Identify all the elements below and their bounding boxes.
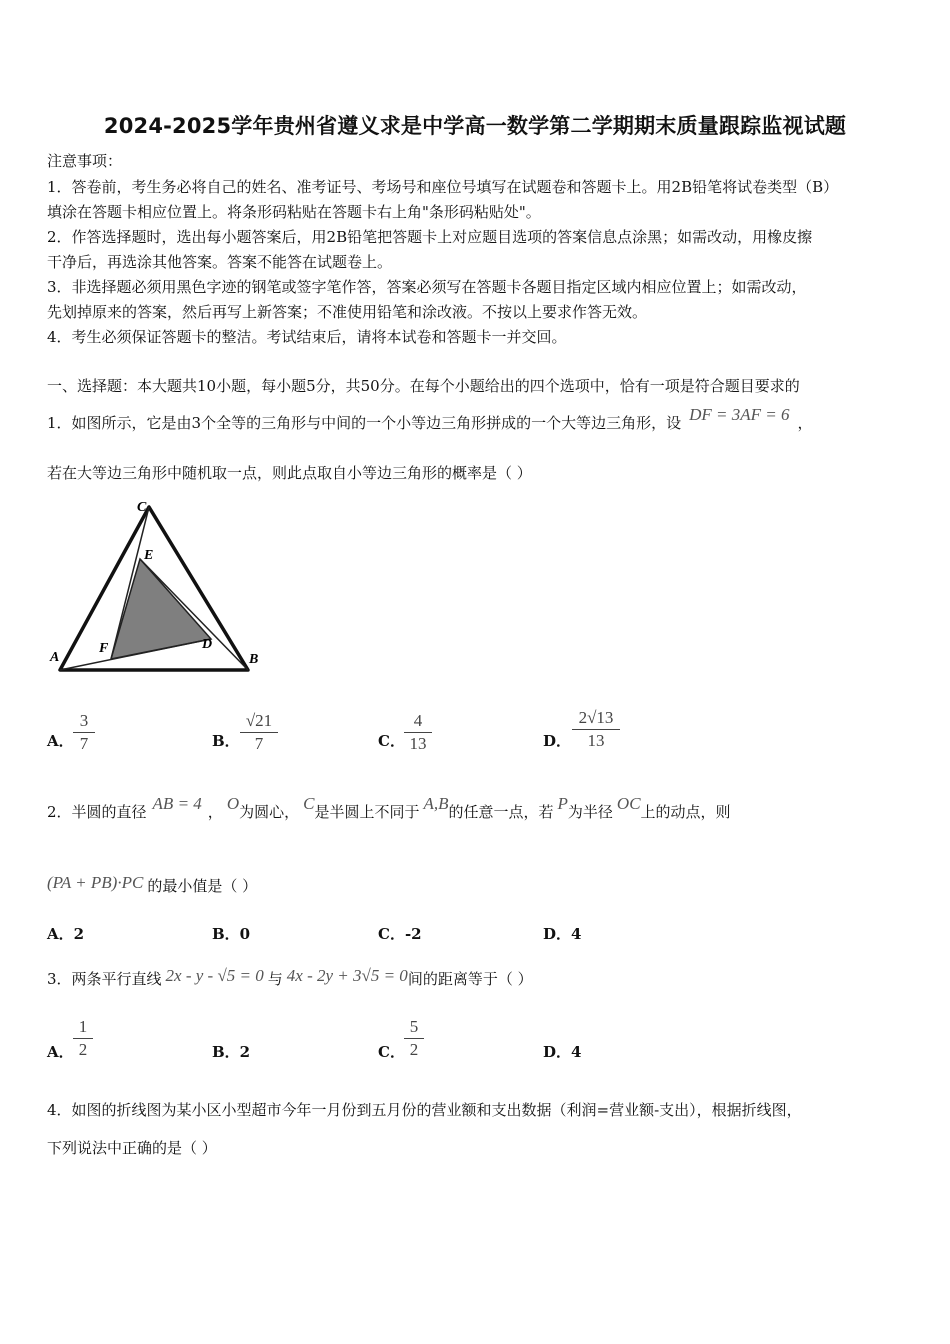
q2-text-7: 上的动点，则 [640, 803, 731, 821]
label-d: D [202, 637, 213, 652]
q2-formula-o: O [226, 794, 240, 813]
q2-formula-oc: OC [616, 794, 641, 813]
q1-option-b-label: B． [212, 732, 240, 750]
fraction-bar [404, 1038, 424, 1039]
q1-option-d-label: D． [543, 732, 572, 750]
q2-formula-c: C [303, 794, 315, 813]
q2-formula-p: P [557, 794, 568, 813]
notice-line-1: 1．答卷前，考生务必将自己的姓名、准考证号、考场号和座位号填写在试题卷和答题卡上。用2B铅笔将试卷类型（B） [47, 178, 839, 196]
q3-option-c-num: 5 [409, 1017, 419, 1036]
q1-option-c-fraction [404, 711, 432, 754]
page-title: 2024-2025学年贵州省遵义求是中学高一数学第二学期期末质量跟踪监视试题 [103, 114, 847, 138]
fraction-bar [73, 1038, 93, 1039]
q1-stem-line-1 [47, 405, 907, 433]
q2-text-6: 为半径 [567, 803, 613, 821]
section-heading: 一、选择题：本大题共10小题，每小题5分，共50分。在每个小题给出的四个选项中，恰有一项是符合题目要求的 [47, 377, 800, 395]
q3-option-c-label: C． [378, 1043, 405, 1061]
q1-option-a-fraction [73, 711, 95, 754]
q1-formula: DF = 3AF = 6 [689, 405, 790, 424]
q1-option-d-fraction [572, 708, 620, 751]
q1-option-c-den: 13 [409, 734, 427, 753]
fraction-bar [240, 732, 278, 733]
q2-text-1: 2．半圆的直径 [47, 803, 147, 821]
q1-triangle-figure [45, 497, 275, 677]
label-a: A [50, 650, 60, 665]
q1-option-b-den: 7 [254, 734, 264, 753]
q3-option-d: D．4 [543, 1043, 582, 1061]
q3-option-c-den: 2 [409, 1040, 419, 1059]
q2-text-8: 的最小值是（ ） [147, 877, 258, 895]
q3-option-a-den: 2 [78, 1040, 88, 1059]
q4-stem-line-1: 4．如图的折线图为某小区小型超市今年一月份到五月份的营业额和支出数据（利润=营业额-支出），根据折线图， [47, 1101, 802, 1119]
label-b: B [249, 652, 259, 667]
q3-option-a-label: A． [47, 1043, 74, 1061]
q1-option-a-num: 3 [79, 711, 89, 730]
q3-option-a-fraction [73, 1017, 93, 1060]
q2-text-5: 的任意一点，若 [448, 803, 554, 821]
notice-line-2: 填涂在答题卡相应位置上。将条形码粘贴在答题卡右上角"条形码粘贴处"。 [47, 203, 541, 221]
label-e: E [144, 548, 154, 563]
notice-line-7: 4．考生必须保证答题卡的整洁。考试结束后，请将本试卷和答题卡一并交回。 [47, 328, 567, 346]
notice-line-3: 2．作答选择题时，选出每小题答案后，用2B铅笔把答题卡上对应题目选项的答案信息点涂黑；如需改动，用橡皮擦 [47, 228, 813, 246]
fraction-bar [404, 732, 432, 733]
q1-option-b-num: √21 [245, 711, 273, 730]
q1-option-c-num: 4 [413, 711, 423, 730]
q2-stem-line-2 [47, 873, 907, 896]
q1-option-d-num: 2√13 [578, 708, 614, 727]
q1-option-c-label: C． [378, 732, 405, 750]
q3-option-a-num: 1 [78, 1017, 88, 1036]
notice-line-6: 先划掉原来的答案，然后再写上新答案；不准使用铅笔和涂改液。不按以上要求作答无效。 [47, 303, 648, 321]
q1-option-d-den: 13 [587, 731, 605, 750]
q3-text-2: 与 [267, 970, 283, 988]
fraction-bar [572, 729, 620, 730]
q1-option-a-label: A． [47, 732, 74, 750]
q3-stem [47, 966, 907, 989]
q2-option-b: B．0 [212, 925, 251, 943]
q1-stem-line-2: 若在大等边三角形中随机取一点，则此点取自小等边三角形的概率是（ ） [47, 464, 532, 482]
q2-formula-ab: AB = 4 [152, 794, 202, 813]
q2-option-d: D．4 [543, 925, 582, 943]
q3-formula-line-1: 2x - y - √5 = 0 [165, 966, 264, 985]
q3-option-b: B．2 [212, 1043, 251, 1061]
q3-option-c-fraction [404, 1017, 424, 1060]
q2-option-a: A．2 [47, 925, 85, 943]
q1-comma: ， [797, 414, 813, 432]
small-triangle-efd [111, 559, 211, 659]
q3-text-1: 3．两条平行直线 [47, 970, 162, 988]
label-c: C [137, 500, 147, 515]
q1-option-b-fraction [240, 711, 278, 754]
notice-heading: 注意事项： [47, 152, 123, 170]
q1-text-a: 1．如图所示，它是由3个全等的三角形与中间的一个小等边三角形拼成的一个大等边三角形，设 [47, 414, 682, 432]
notice-line-4: 干净后，再选涂其他答案。答案不能答在试题卷上。 [47, 253, 393, 271]
q4-stem-line-2: 下列说法中正确的是（ ） [47, 1139, 217, 1157]
q2-formula-ab-points: A,B [423, 794, 449, 813]
label-f: F [99, 641, 109, 656]
q3-formula-line-2: 4x - 2y + 3√5 = 0 [286, 966, 408, 985]
fraction-bar [73, 732, 95, 733]
q2-text-3: 为圆心， [239, 803, 300, 821]
q2-formula-expression: (PA + PB)·PC [47, 873, 144, 892]
q1-option-a-den: 7 [79, 734, 89, 753]
notice-line-5: 3．非选择题必须用黑色字迹的钢笔或签字笔作答，答案必须写在答题卡各题目指定区域内相应位置上；如需改动， [47, 278, 807, 296]
q2-text-2: ， [207, 803, 223, 821]
q2-text-4: 是半圆上不同于 [314, 803, 420, 821]
q2-option-c: C．-2 [378, 925, 422, 943]
q2-stem-line-1 [47, 794, 907, 822]
q3-text-3: 间的距离等于（ ） [407, 970, 533, 988]
